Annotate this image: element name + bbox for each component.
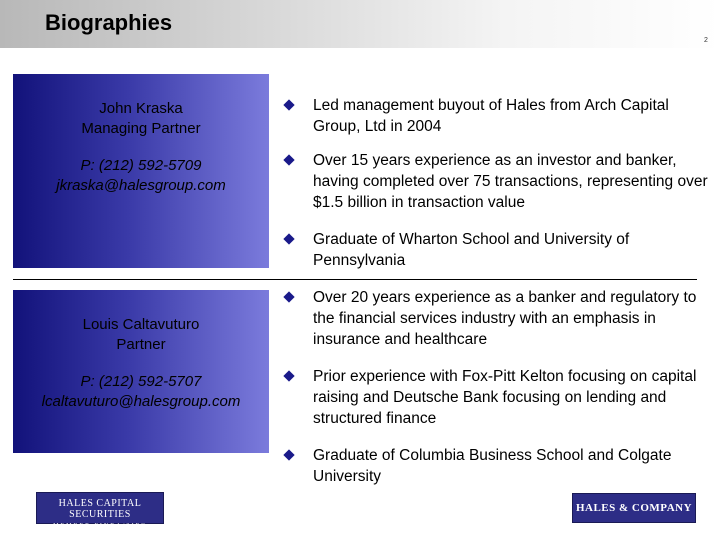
logo-text-line2: MEMBER FINRA/SIPC [53,523,147,529]
person-email: jkraska@halesgroup.com [56,177,226,194]
diamond-bullet-icon [283,449,294,460]
person-name: John Kraska [99,100,183,117]
diamond-bullet-icon [283,154,294,165]
diamond-bullet-icon [283,233,294,244]
person-email: lcaltavuturo@halesgroup.com [41,393,241,410]
logo-text-line1: HALES CAPITAL SECURITIES [58,498,142,520]
bullet-text: Over 20 years experience as a banker and regulatory to the financial services industry with an emphasis in insurance and healthcare [313,289,697,348]
diamond-bullet-icon [283,370,294,381]
section-divider [13,279,697,280]
diamond-bullet-icon [283,99,294,110]
bio-panel-louis-caltavuturo [13,290,269,453]
hales-and-company-logo: HALES & COMPANY [572,493,696,523]
hales-capital-securities-logo [36,492,164,529]
bullet-text: Graduate of Wharton School and University of Pennsylvania [313,231,630,269]
bullet-text: Over 15 years experience as an investor and banker, having completed over 75 transactions, representing over $1.5 billion in transaction value [313,152,708,211]
bullet-text: Graduate of Columbia Business School and Colgate University [313,447,672,485]
bullet-text: Prior experience with Fox-Pitt Kelton focusing on capital raising and Deutsche Bank focusing on lending and structured finance [313,368,697,427]
diamond-bullet-icon [283,291,294,302]
person-role: Managing Partner [81,120,201,137]
person-name: Louis Caltavuturo [82,316,200,333]
person-phone: P: (212) 592-5707 [80,373,202,390]
page-number: 2 [704,37,708,44]
bullet-text: Led management buyout of Hales from Arch Capital Group, Ltd in 2004 [313,97,669,135]
person-phone: P: (212) 592-5709 [80,157,202,174]
bio-panel-john-kraska [13,74,269,268]
person-role: Partner [116,336,166,353]
page-title: Biographies [45,10,173,35]
